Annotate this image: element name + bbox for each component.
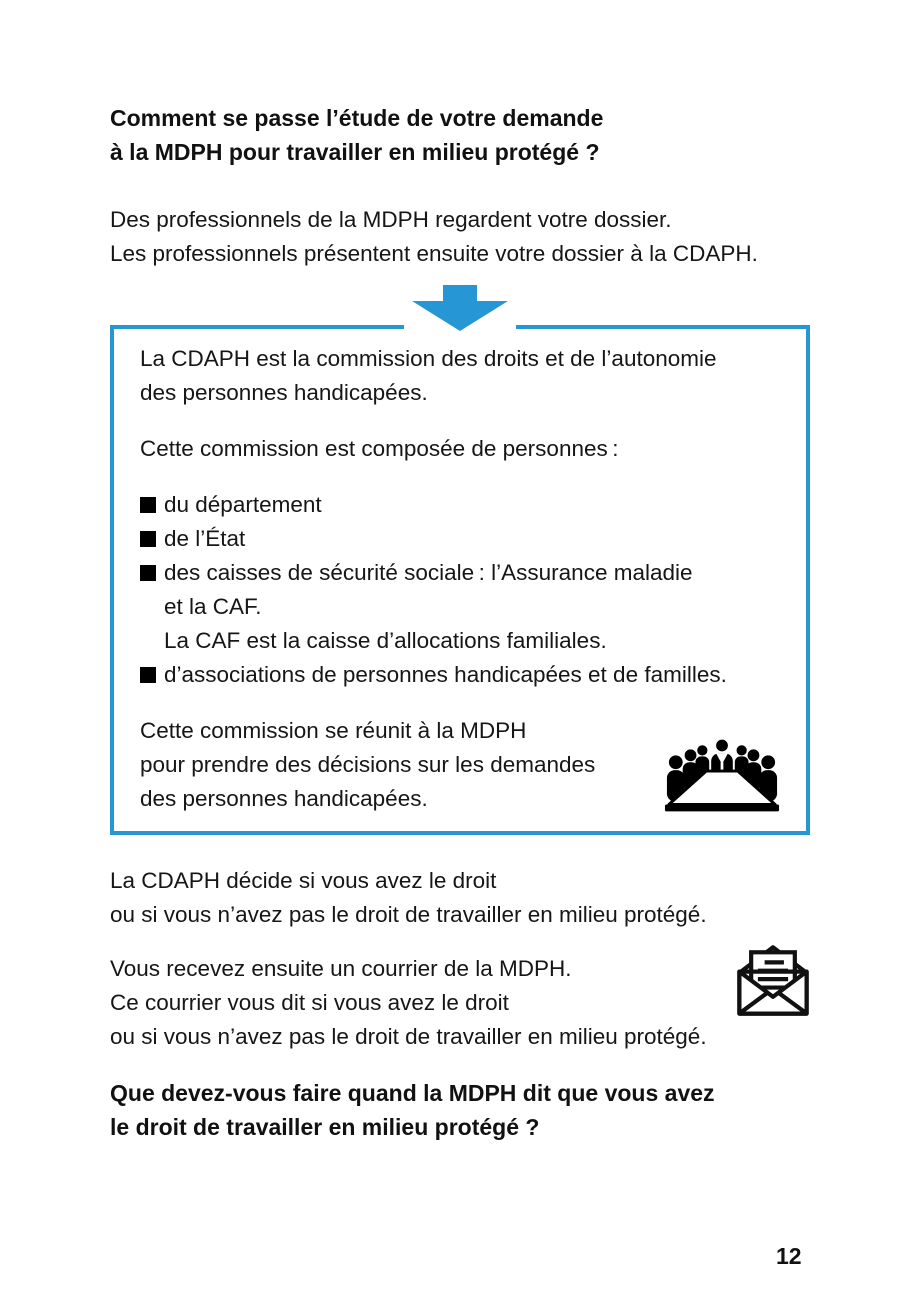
meeting-table-icon (663, 737, 781, 813)
list-item (140, 488, 796, 522)
square-bullet-icon (140, 565, 156, 581)
subtitle-line-2: le droit de travailler en milieu protégé ? (110, 1114, 540, 1140)
callout-paragraph-1 (140, 342, 796, 410)
text-line: Cette commission est composée de personnes : (140, 436, 619, 461)
arrow-down-glyph (410, 285, 510, 332)
letter-paragraph (110, 952, 707, 1054)
list-item (140, 522, 796, 556)
text-line: ou si vous n’avez pas le droit de travailler en milieu protégé. (110, 902, 707, 927)
square-bullet-icon (140, 497, 156, 513)
list-item-continuation: La CAF est la caisse d’allocations familiales. (164, 628, 607, 653)
list-item-text: du département (164, 492, 322, 517)
page-number: 12 (776, 1243, 802, 1269)
title-line-1: Comment se passe l’étude de votre demande (110, 105, 604, 131)
text-line: La CDAPH est la commission des droits et de l’autonomie (140, 346, 717, 371)
next-section-heading (110, 1076, 715, 1144)
text-line: Les professionnels présentent ensuite votre dossier à la CDAPH. (110, 241, 758, 266)
callout-paragraph-2 (140, 432, 796, 466)
arrow-down-icon (404, 285, 516, 334)
title-line-2: à la MDPH pour travailler en milieu protégé ? (110, 139, 600, 165)
decision-paragraph (110, 864, 707, 932)
square-bullet-icon (140, 531, 156, 547)
text-line: des personnes handicapées. (140, 380, 428, 405)
text-line: pour prendre des décisions sur les demandes (140, 752, 596, 777)
list-item-text: de l’État (164, 526, 246, 551)
text-line: Cette commission se réunit à la MDPH (140, 718, 527, 743)
cdaph-info-box (110, 325, 810, 835)
intro-paragraph (110, 203, 758, 271)
list-item-text: des caisses de sécurité sociale : l’Assurance maladie (164, 560, 693, 585)
list-item-continuation: et la CAF. (164, 594, 262, 619)
text-line: des personnes handicapées. (140, 786, 428, 811)
square-bullet-icon (140, 667, 156, 683)
open-envelope-icon (731, 937, 815, 1023)
bullet-list (140, 488, 796, 692)
list-item-text: d’associations de personnes handicapées et de familles. (164, 662, 727, 687)
list-item (140, 556, 796, 658)
text-line: Vous recevez ensuite un courrier de la MDPH. (110, 956, 572, 981)
text-line: Ce courrier vous dit si vous avez le droit (110, 990, 509, 1015)
text-line: ou si vous n’avez pas le droit de travailler en milieu protégé. (110, 1024, 707, 1049)
page-title (110, 101, 603, 169)
text-line: La CDAPH décide si vous avez le droit (110, 868, 497, 893)
subtitle-line-1: Que devez-vous faire quand la MDPH dit que vous avez (110, 1080, 715, 1106)
text-line: Des professionnels de la MDPH regardent votre dossier. (110, 207, 672, 232)
list-item (140, 658, 796, 692)
